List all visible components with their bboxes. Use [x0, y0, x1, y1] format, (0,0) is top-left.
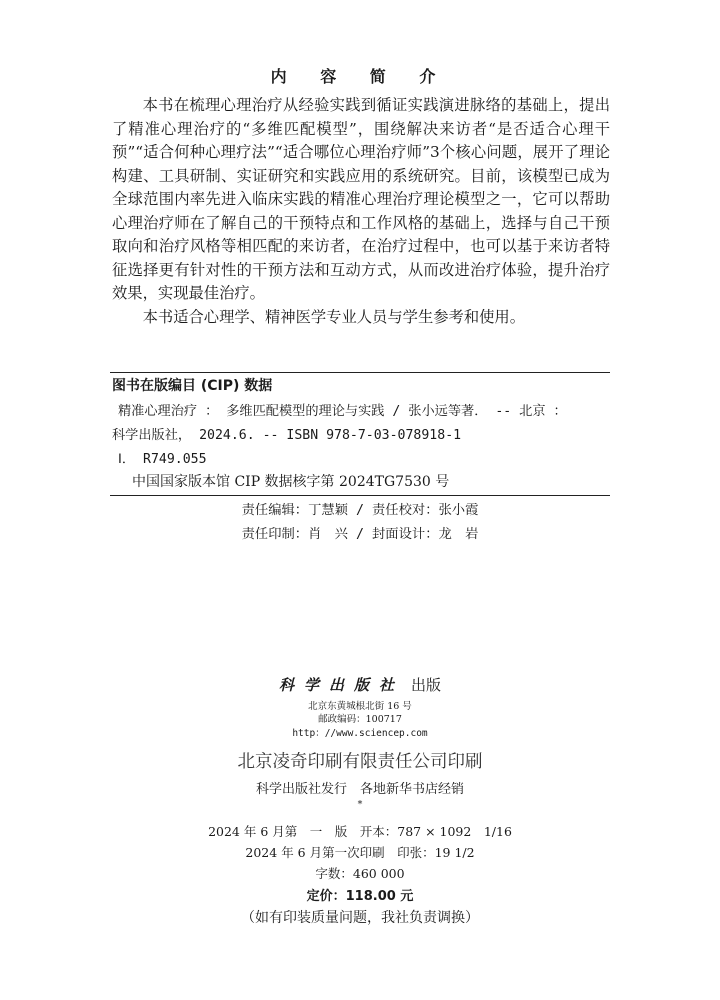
publisher-postcode: 邮政编码：100717	[318, 714, 402, 725]
quality-notice: （如有印装质量问题，我社负责调换）	[241, 910, 479, 926]
cip-title-line: 精准心理治疗 ： 多维匹配模型的理论与实践 / 张小远等著． -- 北京 ：	[118, 404, 567, 419]
publisher-website: http：//www.sciencep.com	[292, 728, 428, 739]
summary-body	[112, 94, 610, 329]
distribution-line: 科学出版社发行 各地新华书店经销	[255, 782, 464, 797]
staff-editors: 责任编辑：丁慧颖 / 责任校对：张小霞	[241, 503, 479, 518]
cip-record-number: 中国国家版本馆 CIP 数据核字第 2024TG7530 号	[132, 474, 450, 490]
separator-asterisk: *	[357, 799, 363, 810]
summary-paragraph: 本书在梳理心理治疗从经验实践到循证实践演进脉络的基础上，提出了精准心理治疗的“多维匹配模型”，围绕解决来访者“是否适合心理干预”“适合何种心理疗法”“适合哪位心理治疗师”3个核心问题，展开了理论构建、工具研制、实证研究和实践应用的系统研究。目前，该模型已成为全球范围内率先进入临床实践的精准心理治疗理论模型之一，它可以帮助心理治疗师在了解自己的干预特点和工作风格的基础上，选择与自己干预取向和治疗风格等相匹配的来访者，在治疗过程中，也可以基于来访者特征选择更有针对性的干预方法和互动方式，从而改进治疗体验，提升治疗效果，实现最佳治疗。	[112, 96, 610, 302]
edition-format-line: 2024 年 6 月第 一 版 开本：787 × 1092 1/16	[208, 824, 512, 839]
price: 定价：118.00 元	[306, 889, 414, 904]
cip-classification-line: Ⅰ． R749.055	[118, 452, 207, 467]
cip-heading: 图书在版编目 (CIP) 数据	[112, 378, 273, 394]
cip-block	[110, 372, 610, 496]
printer-name: 北京凌奇印刷有限责任公司印刷	[237, 752, 483, 772]
printing-sheets-line: 2024 年 6 月第一次印刷 印张：19 1/2	[245, 845, 475, 860]
publisher-line	[0, 674, 720, 695]
publisher-name: 科学出版社	[278, 676, 404, 694]
publisher-suffix: 出版	[411, 676, 442, 694]
summary-paragraph: 本书适合心理学、精神医学专业人员与学生参考和使用。	[142, 307, 526, 326]
word-count: 字数：460 000	[315, 866, 405, 881]
publisher-address: 北京东黄城根北街 16 号	[308, 701, 412, 712]
cip-publication-line: 科学出版社， 2024.6. -- ISBN 978-7-03-078918-1	[112, 428, 462, 443]
summary-title: 内 容 简 介	[270, 67, 450, 86]
staff-production: 责任印制：肖 兴 / 封面设计：龙 岩	[241, 527, 479, 542]
